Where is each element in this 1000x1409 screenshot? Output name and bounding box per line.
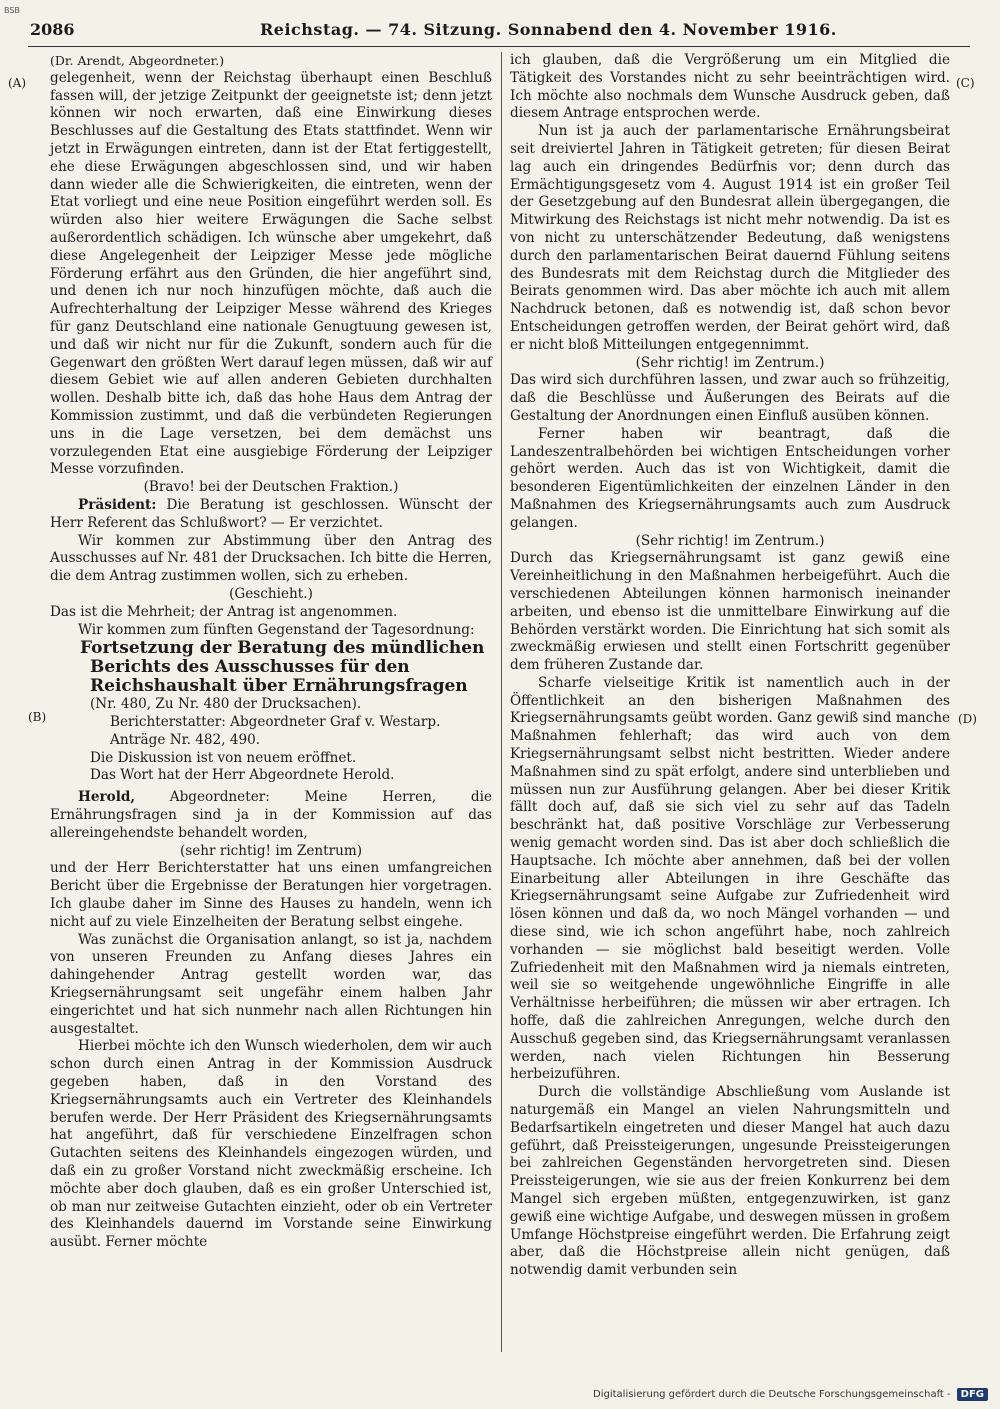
paragraph: Das wird sich durchführen lassen, und zwar auch so frühzeitig, daß die Beschlüsse und Äußerungen des Beirats auf die Gestaltung der Anordnungen einen Einfluß ausüben können. <box>510 372 950 424</box>
speaker-continuation: (Dr. Arendt, Abgeordneter.) <box>50 53 225 68</box>
paragraph: und der Herr Berichterstatter hat uns einen umfangreichen Bericht über die Ergebnisse der Beratungen hier vorgetragen. Ich glaube daher im Sinne des Hauses zu handeln, wenn ich nicht auf zu viele Einzelheiten der Beratung selbst eingehe. <box>50 860 492 930</box>
paragraph: Das ist die Mehrheit; der Antrag ist angenommen. <box>50 603 398 620</box>
page-header <box>30 20 970 44</box>
footer-text: Digitalisierung gefördert durch die Deutsche Forschungsgemeinschaft - <box>593 1389 951 1400</box>
margin-mark-d: (D) <box>958 712 977 726</box>
interjection: (Sehr richtig! im Zentrum.) <box>635 354 825 371</box>
paragraph: Ferner haben wir beantragt, daß die Landeszentralbehörden bei wichtigen Entscheidungen vorher gehört werden. Auch das ist von Wichtigkeit, damit die besonderen Eigentümlichkeiten der einzelnen Länder in den Maßnahmen des Kriegsernährungsamts auch zum Ausdruck gelangen. <box>510 425 950 531</box>
paragraph: Hierbei möchte ich den Wunsch wiederholen, dem wir auch schon durch einen Antrag in der Kommission Ausdruck gegeben haben, daß in den Vorstand des Kriegsernährungsamts auch ein Vertreter des Kleinhandels berufen werde. Der Herr Präsident des Kriegsernährungsamts hat angeführt, daß für verschiedene Einzelfragen schon Gutachten seitens des Kleinhandels eingezogen würden, und daß ein zu großer Vorstand nicht zweckmäßig erscheine. Ich möchte aber doch glauben, daß es ein großer Unterschied ist, ob man nur zeitweise Gutachten einzieht, oder ob ein Vertreter des Kleinhandels dauernd im Vorstande seine Einwirkung ausübt. Ferner möchte <box>50 1038 492 1251</box>
right-column <box>510 52 950 1280</box>
interjection: (Bravo! bei der Deutschen Fraktion.) <box>143 479 399 496</box>
agenda-heading: Fortsetzung der Beratung des mündlichen Berichts des Ausschusses für den Reichshaushalt über Ernährungsfragen <box>80 638 485 697</box>
running-title: Reichstag. — 74. Sitzung. Sonnabend den 4. November 1916. <box>260 20 837 39</box>
paragraph: Durch das Kriegsernährungsamt ist ganz gewiß eine Vereinheitlichung in den Maßnahmen herbeigeführt. Auch die verschiedenen Abteilungen können harmonisch ineinander arbeiten, und ebenso ist die unmittelbare Einwirkung auf die Behörden verstärkt worden. Die Einrichtung hat sich somit als zweckmäßig erwiesen und stellt einen Fortschritt gegenüber dem früheren Zustande dar. <box>510 550 950 674</box>
speaker-name: Präsident: <box>78 496 157 513</box>
footer-credit <box>593 1388 988 1401</box>
interjection: (Sehr richtig! im Zentrum.) <box>635 532 825 549</box>
paragraph <box>50 497 492 533</box>
library-watermark: BSB <box>4 6 20 15</box>
left-column <box>50 52 492 1252</box>
paragraph: Was zunächst die Organisation anlangt, so ist ja, nachdem von unseren Freunden zu Anfang dieses Jahres ein dahingehender Antrag gestellt worden war, das Kriegsernährungsamt seit ungefähr einem halben Jahr eingerichtet und hat sich nunmehr nach allen Richtungen hin ausgestaltet. <box>50 931 492 1037</box>
reporter: Berichterstatter: Abgeordneter Graf v. Westarp. <box>110 714 441 731</box>
interjection: (sehr richtig! im Zentrum) <box>179 842 363 859</box>
paragraph: Scharfe vielseitige Kritik ist namentlich auch in der Öffentlichkeit an den bisherigen Maßnahmen des Kriegsernährungsamts geübt worden. Ganz gewiß sind manche Maßnahmen fehlerhaft; das wird auch von dem Kriegsernährungsamt selbst nicht bestritten. Wieder andere Maßnahmen sind zu spät erfolgt, andere sind unterblieben und müssen nun zur Ausführung gelangen. Aber bei dieser Kritik fällt doch auf, daß sie sich viel zu sehr auf das Tadeln beschränkt hat, daß positive Vorschläge zur Verbesserung wenig gemacht worden sind. Das ist aber doch schließlich die Hauptsache. Ich möchte aber annehmen, daß bei der vollen Einarbeitung aller Abteilungen in ihre Geschäfte das Kriegsernährungsamt seine Aufgabe zur Zufriedenheit wird lösen können und daß da, wo noch Mängel vorhanden — und diese sind, wie ich schon angeführt habe, noch zahlreich vorhanden — sie möglichst bald beseitigt werden. Volle Zufriedenheit mit den Maßnahmen wird ja niemals eintreten, weil sie so weitgehende ungewöhnliche Eingriffe in alle Verhältnisse herbeiführen; die müssen wir aber ertragen. Ich hoffe, daß die zahlreichen Anregungen, welche durch den Ausschuß gegeben sind, das Kriegsernährungsamt veranlassen werden, nach vielen Richtungen hin Besserung herbeizuführen. <box>510 674 950 1083</box>
dfg-logo: DFG <box>957 1388 988 1401</box>
column-divider <box>501 52 502 1352</box>
motions: Anträge Nr. 482, 490. <box>110 731 261 748</box>
agenda-reference: (Nr. 480, Zu Nr. 480 der Drucksachen). <box>90 696 362 713</box>
margin-mark-c: (C) <box>956 76 975 90</box>
paragraph <box>50 789 492 842</box>
page-number: 2086 <box>30 20 75 39</box>
paragraph: Nun ist ja auch der parlamentarische Ernährungsbeirat seit dreiviertel Jahren in Tätigkeit getreten; für diesen Beirat lag auch ein dringendes Bedürfnis vor; denn durch das Ermächtigungsgesetz vom 4. August 1914 ist ein großer Teil der Gesetzgebung auf den Bundesrat allein übergegangen, die Mitwirkung des Reichstags ist nicht mehr notwendig. Da ist es von nicht zu unterschätzender Bedeutung, daß wenigstens durch den parlamentarischen Beirat dauernd Fühlung seitens des Bundesrats mit dem Reichstag durch die Mitglieder des Beirats genommen wird. Das aber möchte ich auch mit allem Nachdruck betonen, daß es notwendig ist, daß schon bevor Entscheidungen getroffen werden, der Beirat gehört wird, daß er nicht bloß Mitteilungen entgegennimmt. <box>510 123 950 353</box>
speech-text: Abgeordneter: Meine Herren, die Ernährungsfragen sind ja in der Kommission auf das allereingehendste behandelt worden, <box>50 789 492 841</box>
paragraph: Das Wort hat der Herr Abgeordnete Herold. <box>90 767 395 784</box>
paragraph: Wir kommen zum fünften Gegenstand der Tagesordnung: <box>78 621 475 638</box>
paragraph: Durch die vollständige Abschließung vom Auslande ist naturgemäß ein Mangel an vielen Nahrungsmitteln und Bedarfsartikeln eingetreten und dieser Mangel hat auch dazu geführt, daß Preissteigerungen, ungesunde Preissteigerungen bei zahlreichen Gegenständen hervorgetreten sind. Diesen Preissteigerungen, wie sie aus der freien Konkurrenz bei dem Mangel sich ergeben müßten, entgegenzuwirken, ist ganz gewiß eine wichtige Aufgabe, und deswegen müssen in großem Umfange Höchstpreise eingeführt werden. Die Erfahrung zeigt aber, daß die Höchstpreise allein nicht genügen, daß notwendig damit verbunden sein <box>510 1084 950 1279</box>
paragraph: gelegenheit, wenn der Reichstag überhaupt einen Beschluß fassen will, der jetzige Zeitpunkt der geeignetste ist; denn jetzt können wir noch erwarten, daß eine Einwirkung dieses Beschlusses auf die Gestaltung des Etats stattfindet. Wenn wir jetzt in Erwägungen eintreten, dann ist der Etat fertiggestellt, ehe diese Erwägungen abgeschlossen sind, und wir haben dann wieder alle die Schwierigkeiten, die eintreten, wenn der Etat vorliegt und eine neue Position eingeführt werden soll. Es würden also hier weitere Erwägungen die Sache selbst außerordentlich schädigen. Ich wünsche aber umgekehrt, daß diese Angelegenheit der Leipziger Messe jede mögliche Förderung erfährt aus den Gründen, die hier angeführt sind, und denen ich nur noch hinzufügen möchte, daß auch die Aufrechterhaltung der Leipziger Messe während des Krieges für ganz Deutschland eine nationale Genugtuung gewesen ist, und daß wir nicht nur für die Zukunft, sondern auch für die Gegenwart den größten Wert darauf legen müssen, daß wir auf diesem Gebiet wie auf allen anderen Gebieten durchhalten wollen. Deshalb bitte ich, daß das hohe Haus dem Antrag der Kommission zustimmt, und daß die verbündeten Regierungen uns in die Lage versetzen, bei dem demächst uns vorzulegenden Etat eine ausgiebige Förderung der Leipziger Messe vorzufinden. <box>50 69 492 478</box>
paragraph: Wir kommen zur Abstimmung über den Antrag des Ausschusses auf Nr. 481 der Drucksachen. Ich bitte die Herren, die dem Antrag zustimmen wollen, sich zu erheben. <box>50 532 492 585</box>
margin-mark-a: (A) <box>8 76 27 90</box>
paragraph: Die Diskussion ist von neuem eröffnet. <box>90 749 357 766</box>
speaker-name: Herold, <box>78 789 136 806</box>
paragraph: ich glauben, daß die Vergrößerung um ein Mitglied die Tätigkeit des Vorstandes nicht zu sehr beeinträchtigen wird. Ich möchte also nochmals dem Wunsche Ausdruck geben, daß diesem Antrage entsprochen werde. <box>510 52 950 122</box>
interjection: (Geschieht.) <box>229 585 313 602</box>
speech-text: Die Beratung ist geschlossen. Wünscht der Herr Referent das Schlußwort? — Er verzichtet. <box>50 496 492 531</box>
margin-mark-b: (B) <box>28 710 47 724</box>
header-rule <box>28 46 970 47</box>
